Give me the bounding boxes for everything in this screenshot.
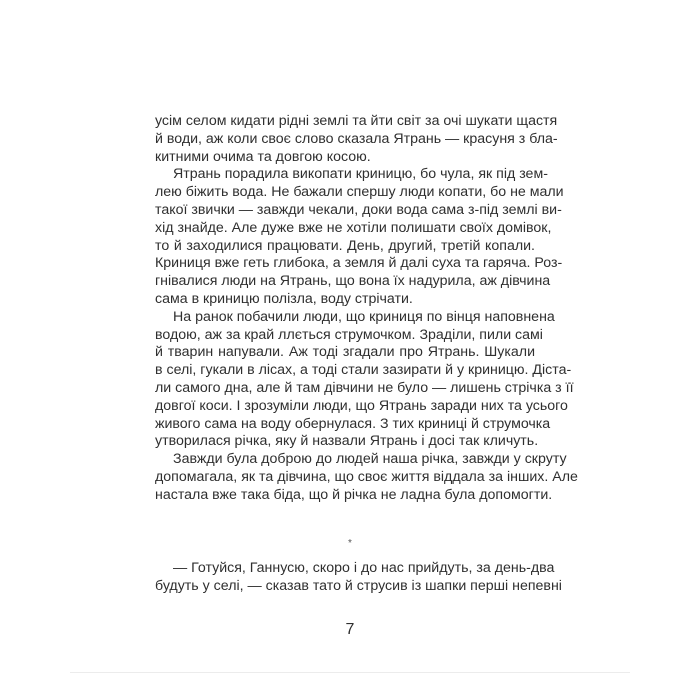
text-line: допомагала, як та дівчина, що своє життя віддала за інших. Але (155, 468, 578, 485)
text-line: сама в криницю полізла, воду стрічати. (155, 290, 413, 307)
text-line: довгої коси. І зрозуміли люди, що Ятрань заради них та усього (155, 397, 568, 414)
text-line: живого сама на воду обернулася. З тих криниці й струмочка (155, 415, 551, 432)
text-line: й тварин напували. Аж тоді згадали про Ятрань. Шукали (155, 344, 535, 361)
text-line: утворилася річка, яку й назвали Ятрань і досі так кличуть. (155, 433, 539, 450)
text-line: хід знайде. Але дуже вже не хотіли полишати своїх домівок, (155, 219, 552, 236)
page-number: 7 (345, 621, 355, 638)
text-line: китними очима та довгою косою. (155, 148, 371, 165)
text-line: й води, аж коли своє слово сказала Ятрань — красуня з бла- (155, 130, 558, 147)
text-line: ли самого дна, але й там дівчини не було — лишень стрічка з її (155, 379, 574, 396)
section-separator: * (348, 538, 352, 549)
text-line: Криниця вже геть глибока, а земля й далі суха та гаряча. Роз- (155, 255, 563, 272)
text-line: лею біжить вода. Не бажали спершу люди копати, бо не мали (155, 184, 564, 201)
text-line: настала вже така біда, що й річка не ладна була допомогти. (155, 486, 553, 503)
text-line: будуть у селі, — сказав тато й струсив із шапки перші непевні (155, 577, 562, 594)
section-text (155, 560, 562, 596)
text-line: На ранок побачили люди, що криниця по вінця наповнена (173, 308, 555, 325)
text-line: — Готуйся, Ганнусю, скоро і до нас прийдуть, за день-два (173, 560, 555, 576)
text-line: такої звички — завжди чекали, доки вода сама з-під землі ви- (155, 201, 562, 218)
text-line: в селі, гукали в лісах, а тоді стали зазирати й у криницю. Діста- (155, 362, 572, 379)
page-bottom-divider (70, 672, 630, 673)
main-text (155, 113, 578, 505)
text-line: водою, аж за край ллється струмочком. Зраділи, пили самі (155, 326, 543, 343)
text-line: гнівалися люди на Ятрань, що вона їх надурила, аж дівчина (155, 273, 551, 290)
text-line: усім селом кидати рідні землі та йти світ за очі шукати щастя (155, 113, 558, 129)
text-line: то й заходилися працювати. День, другий, третій копали. (155, 237, 535, 254)
text-line: Завжди була доброю до людей наша річка, завжди у скруту (173, 451, 567, 468)
text-line: Ятрань порадила викопати криницю, бо чула, як під зем- (173, 166, 548, 183)
